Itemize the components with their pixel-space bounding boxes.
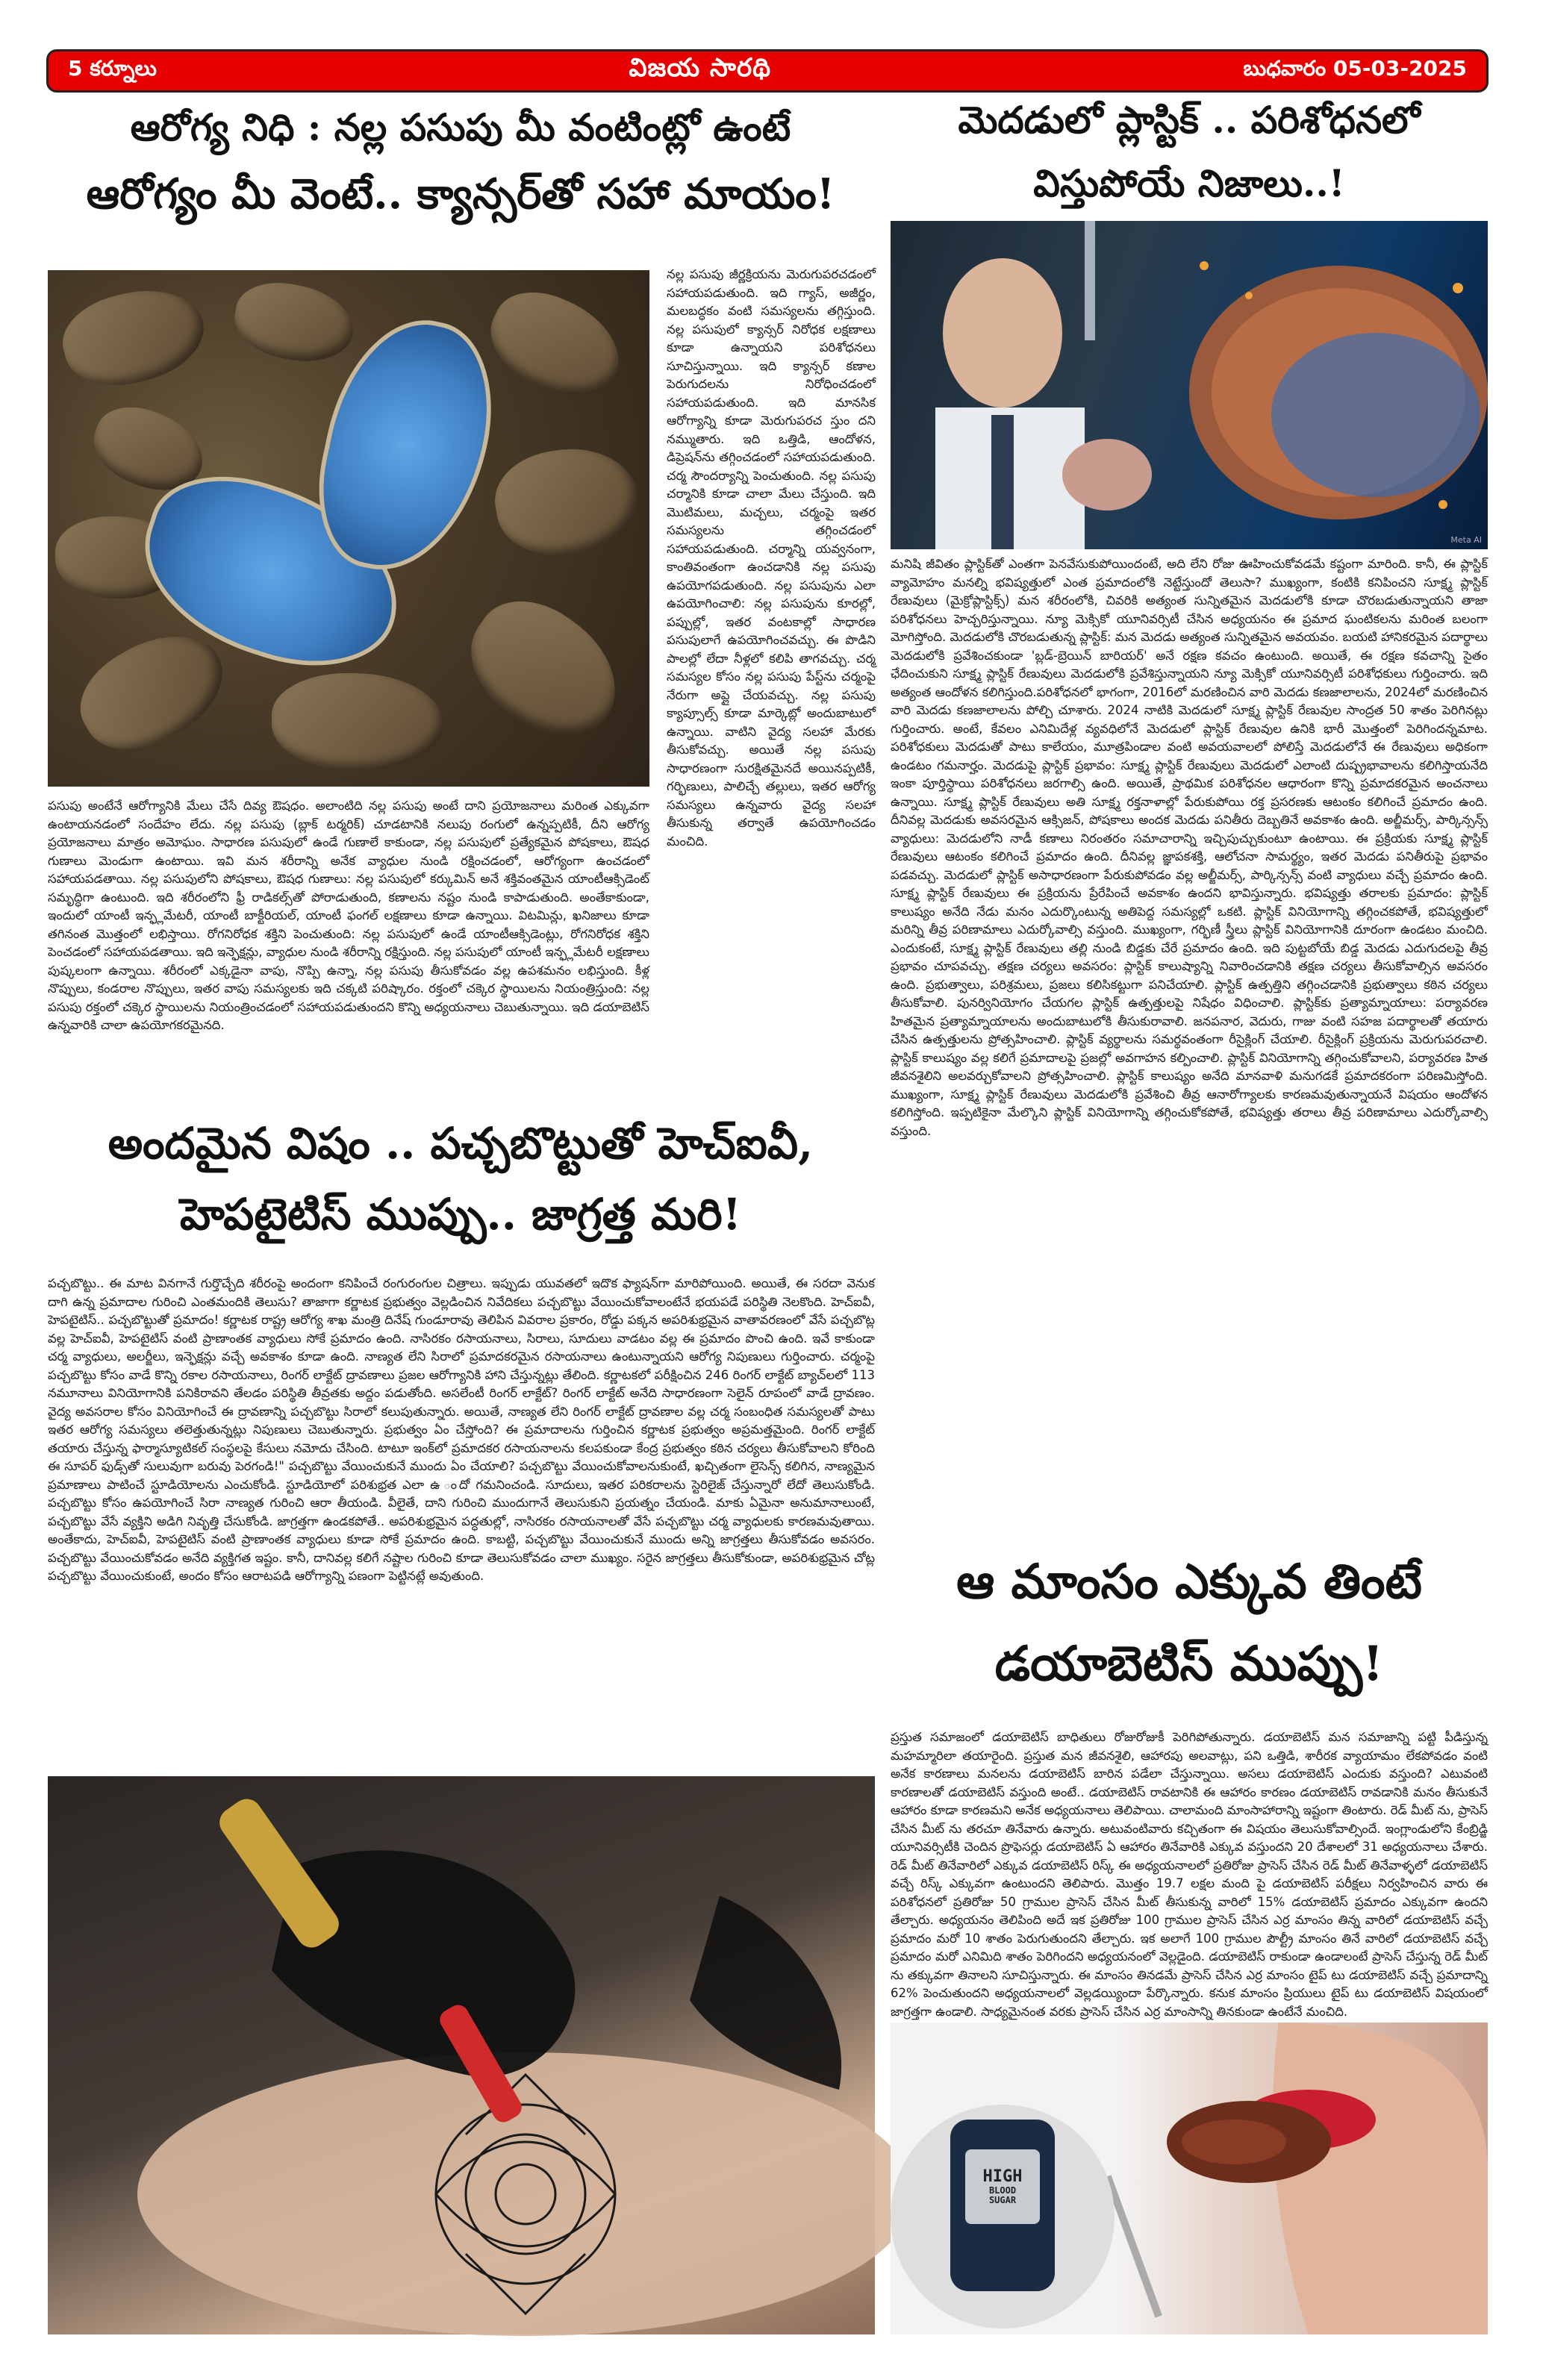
article4-body <box>891 1728 1488 2019</box>
article2-body <box>891 555 1488 1533</box>
meat-glucometer-photo <box>891 2023 1488 2334</box>
article2-headline <box>888 97 1490 207</box>
article4-headline-line2: డయాబెటిస్ ముప్పు! <box>994 1636 1384 1692</box>
article1-headline-line1: ఆరోగ్య నిధి : నల్ల పసుపు మీ వంటింట్లో ఉంటే <box>130 105 791 149</box>
glucometer-line2: BLOOD <box>988 2184 1017 2196</box>
brain-illustration <box>891 221 1488 549</box>
article1-headline-line2: ఆరోగ్యం మీ వెంటే.. క్యాన్సర్‌తో సహా మాయం! <box>86 169 835 219</box>
masthead-bar <box>46 49 1489 93</box>
black-turmeric-photo <box>48 270 649 787</box>
article3-body <box>48 1275 875 1758</box>
article1-side-text: నల్ల పసుపు జీర్ణక్రియను మెరుగుపరచడంలో సహాయపడుతుంది. ఇది గ్యాస్, అజీర్ణం, మలబద్ధకం వంటి సమస్యలను తగ్గిస్తుంది. నల్ల పసుపులో క్యాన్సర్ నిరోధక లక్షణాలు కూడా ఉన్నాయని పరిశోధనలు సూచిస్తున్నాయి. ఇది క్యాన్సర్ కణాల పెరుగుదలను నిరోధించడంలో సహాయపడుతుంది. ఇది మానసిక ఆరోగ్యాన్ని కూడా మెరుగుపరచ స్తుం దని నమ్ముతారు. ఇది ఒత్తిడి, ఆందోళన, డిప్రెషన్‌ను తగ్గించడంలో సహాయపడుతుంది. చర్మ సౌందర్యాన్ని పెంచుతుంది. నల్ల పసుపు చర్మానికి కూడా చాలా మేలు చేస్తుంది. ఇది మొటిమలు, మచ్చలు, చర్మంపై ఇతర సమస్యలను తగ్గించడంలో సహాయపడుతుంది. చర్మాన్ని యవ్వనంగా, కాంతివంతంగా ఉంచడానికి నల్ల పసుపు ఉపయోగపడుతుంది. నల్ల పసుపును ఎలా ఉపయోగించాలి: నల్ల పసుపును కూరల్లో, పప్పుల్లో, ఇతర వంటకాల్లో సాధారణ పసుపులాగే ఉపయోగించవచ్చు. ఈ పొడిని పాలల్లో లేదా నీళ్లలో కలిపి తాగవచ్చు. చర్మ సమస్యల కోసం నల్ల పసుపు పేస్ట్‌ను చర్మంపై నేరుగా అప్లై చేయవచ్చు. నల్ల పసుపు క్యాప్సూల్స్ కూడా మార్కెట్లో అందుబాటులో ఉన్నాయి. వాటిని వైద్య సలహా మేరకు తీసుకోవచ్చు. అయితే నల్ల పసుపు సాధారణంగా సురక్షితమైనదే అయినప్పటికీ, గర్భిణులు, పాలిచ్చే తల్లులు, ఇతర ఆరోగ్య సమస్యలు ఉన్నవారు వైద్య సలహా తీసుకున్న తర్వాతే ఉపయోగించడం మంచిది. <box>667 267 876 849</box>
article3-headline-line1: అందమైన విషం .. పచ్చబొట్టుతో హెచ్ఐవీ, <box>107 1118 814 1169</box>
article1-headline <box>46 104 875 220</box>
issue-date: బుధవారం 05-03-2025 <box>1243 56 1467 81</box>
article3-headline <box>46 1116 875 1241</box>
article1-side-column <box>667 266 876 1109</box>
page-number: 5 కర్నూలు <box>68 56 157 81</box>
article3-paragraph: పచ్చబొట్టు.. ఈ మాట వినగానే గుర్తొచ్చేది శరీరంపై అందంగా కనిపించే రంగురంగుల చిత్రాలు. ఇప్పుడు యువతలో ఇదొక ఫ్యాషన్‌గా మారిపోయింది. అయితే, ఈ సరదా వెనుక దాగి ఉన్న ప్రమాదాల గురించి ఎంతమందికి తెలుసు? తాజాగా కర్ణాటక ప్రభుత్వం వెల్లడించిన నివేదికలు పచ్చబొట్టు వేయించుకోవాలంటేనే భయపడే పరిస్థితి నెలకొంది. హెచ్ఐవీ, హెపటైటిస్.. పచ్చబొట్టుతో ప్రమాదం! కర్ణాటక రాష్ట్ర ఆరోగ్య శాఖ మంత్రి దినేష్ గుండూరావు తెలిపిన వివరాల ప్రకారం, రోడ్డు పక్కన అపరిశుభ్రమైన వాతావరణంలో వేసే పచ్చబొట్ల వల్ల హెచ్ఐవీ, హెపటైటిస్ వంటి ప్రాణాంతక వ్యాధులు సోకే ప్రమాదం ఉంది. నాసిరకం రసాయనాలు, సిరాలు, సూదులు వాడటం వల్ల ఈ ప్రమాదం పొంచి ఉంది. ఇవే కాకుండా చర్మ వ్యాధులు, అలర్జీలు, ఇన్ఫెక్షన్లు వచ్చే అవకాశం కూడా ఉంది. నాణ్యత లేని సిరాలో ప్రమాదకరమైన రసాయనాలు ఉంటున్నాయని ఆరోగ్య నిపుణులు గుర్తించారు. చర్మంపై పచ్చబొట్టు కోసం వాడే కొన్ని రకాల రసాయనాలు, రింగర్ లాక్టేట్ ద్రావణాలు ప్రజల ఆరోగ్యానికి హాని చేస్తున్నట్లు తేలింది. కర్ణాటకలో పరీక్షించిన 246 రింగర్ లాక్టేట్ బ్యాచ్‌లలో 113 నమూనాలు వినియోగానికి పనికిరావని తేలడం పరిస్థితి తీవ్రతకు అద్దం పడుతోంది. అసలేంటీ రింగర్ లాక్టేట్? రింగర్ లాక్టేట్ అనేది సాధారణంగా సెలైన్ రూపంలో వాడే ద్రావణం. వైద్య అవసరాల కోసం వినియోగించే ఈ ద్రావణాన్ని పచ్చబొట్టు సిరాలో కలుపుతున్నారు. అయితే, నాణ్యత లేని రింగర్ లాక్టేట్ ద్రావణాల వల్ల చర్మ సంబంధిత సమస్యలతో పాటు ఇతర ఆరోగ్య సమస్యలు తలెత్తుతున్నట్లు నిపుణులు చెబుతున్నారు. ప్రభుత్వం ఏం చేస్తోంది? ఈ ప్రమాదాలను గుర్తించిన కర్ణాటక ప్రభుత్వం అప్రమత్తమైంది. రింగర్ లాక్టేట్ తయారు చేస్తున్న ఫార్మాస్యూటికల్ సంస్థలపై కేసులు నమోదు చేసింది. టాటూ ఇంక్‌లో ప్రమాదకర రసాయనాలను కలపకుండా కేంద్ర ప్రభుత్వం కఠిన చర్యలు తీసుకోవాలని కోరింది ఈ సూపర్ ఫుడ్స్‌తో సులువుగా బరువు పెరగండి!" పచ్చబొట్టు వేయించుకునే ముందు ఏం చేయాలి? పచ్చబొట్టు వేయించుకోవాలనుకుంటే, ఖచ్చితంగా లైసెన్స్ కలిగిన, నాణ్యమైన ప్రమాణాలు పాటించే స్టూడియోలను ఎంచుకోండి. స్టూడియోలో పరిశుభ్రత ఎలా ఉ ందో గమనించండి. సూదులు, ఇతర పరికరాలను స్టెరిలైజ్ చేస్తున్నారో లేదో తెలుసుకోండి. పచ్చబొట్టు కోసం ఉపయోగించే సిరా నాణ్యత గురించి ఆరా తీయండి. వీలైతే, దాని గురించి ముందుగానే తెలుసుకుని ప్రయత్నం చేయండి. మాకు ఏమైనా అనుమానాలుంటే, పచ్చబొట్టు వేసే వ్యక్తిని అడిగి నివృత్తి చేసుకోండి. జాగ్రత్తగా ఉండకపోతే.. అపరిశుభ్రమైన పద్ధతుల్లో, నాసిరకం రసాయనాలతో వేసే పచ్చబొట్టు చర్మ వ్యాధులకు కారణమవుతాయి. అంతేకాదు, హెచ్ఐవీ, హెపటైటిస్ వంటి ప్రాణాంతక వ్యాధులు కూడా సోకే ప్రమాదం ఉంది. కాబట్టి, పచ్చబొట్టు వేయించుకునే ముందు అన్ని జాగ్రత్తలు తీసుకోవడం అవసరం. పచ్చబొట్టు వేయించుకోవడం అనేది వ్యక్తిగత ఇష్టం. కానీ, దానివల్ల కలిగే నష్టాల గురించి కూడా తెలుసుకోవడం చాలా ముఖ్యం. సరైన జాగ్రత్తలు తీసుకోకుండా, అపరిశుభ్రమైన చోట్ల పచ్చబొట్టు వేయించుకుంటే, అందం కోసం ఆరాటపడి ఆరోగ్యాన్ని పణంగా పెట్టినట్లే అవుతుంది. <box>48 1276 875 1583</box>
article1-bottom-paragraph: పసుపు అంటేనే ఆరోగ్యానికి మేలు చేసే దివ్య ఔషధం. అలాంటిది నల్ల పసుపు అంటే దాని ప్రయోజనాలు మరింత ఎక్కువగా ఉంటాయనడంలో సందేహం లేదు. నల్ల పసుపు (బ్లాక్ టర్మరిక్) చూడటానికి నలుపు రంగులో ఉన్నప్పటికీ, దీని ఆరోగ్య ప్రయోజనాలు మాత్రం అమోఘం. సాధారణ పసుపులో ఉండే గుణాలే కాకుండా, నల్ల పసుపులో ప్రత్యేకమైన పోషకాలు, ఔషధ గుణాలు మెండుగా ఉంటాయి. ఇవి మన శరీరాన్ని అనేక వ్యాధుల నుండి రక్షించడంలో, ఆరోగ్యంగా ఉంచడంలో సహాయపడతాయి. నల్ల పసుపులోని పోషకాలు, ఔషధ గుణాలు: నల్ల పసుపులో కర్కుమిన్ అనే శక్తివంతమైన యాంటీఆక్సిడెంట్ సమృద్ధిగా ఉంటుంది. ఇది శరీరంలోని ఫ్రీ రాడికల్స్‌తో పోరాడుతుంది, కణాలను నష్టం నుండి కాపాడుతుంది. అంతేకాకుండా, ఇందులో యాంటీ ఇన్ఫ్లమేటరీ, యాంటీ బాక్టీరియల్, యాంటీ ఫంగల్ లక్షణాలు కూడా ఉన్నాయి. విటమిన్లు, ఖనిజాలు కూడా తగినంత మొత్తంలో లభిస్తాయి. రోగనిరోధక శక్తిని పెంచుతుంది: నల్ల పసుపులో ఉండే యాంటీఆక్సిడెంట్లు, రోగనిరోధక శక్తిని పెంచడంలో సహాయపడతాయి. ఇది ఇన్ఫెక్షన్లు, వ్యాధుల నుండి శరీరాన్ని రక్షిస్తుంది. నల్ల పసుపులో యాంటీ ఇన్ఫ్లమేటరీ లక్షణాలు పుష్కలంగా ఉన్నాయి. శరీరంలో ఎక్కడైనా వాపు, నొప్పి ఉన్నా, నల్ల పసుపు తీసుకోవడం వల్ల ఉపశమనం లభిస్తుంది. కీళ్ల నొప్పులు, కండరాల నొప్పులు, ఇతర వాపు సమస్యలకు ఇది చక్కటి పరిష్కారం. రక్తంలో చక్కెర స్థాయిలను నియంత్రిస్తుంది: నల్ల పసుపు రక్తంలో చక్కెర స్థాయిలను నియంత్రించడంలో సహాయపడుతుందని కొన్ని అధ్యయనాలు చెబుతున్నాయి. ఇది డయాబెటిస్ ఉన్నవారికి చాలా ఉపయోగకరమైనది. <box>48 799 650 1032</box>
article1-bottom-text <box>48 797 649 1109</box>
article4-paragraph: ప్రస్తుత సమాజంలో డయాబెటిస్ బాధితులు రోజురోజుకీ పెరిగిపోతున్నారు. డయాబెటిస్ మన సమాజాన్ని పట్టి పీడిస్తున్న మహమ్మారిలా తయారైంది. ప్రస్తుత మన జీవనశైలి, ఆహారపు అలవాట్లు, పని ఒత్తిడి, శారీరక వ్యాయామం లేకపోవడం వంటి అనేక కారణాలు మనలను డయాబెటిస్ బారిన పడేలా చేస్తున్నాయి. అసలు డయాబెటిస్ ఎందుకు వస్తుంది? ఎటువంటి కారణాలతో డయాబెటిస్ వస్తుంది అంటే.. డయాబెటిస్ రావటానికి ఈ ఆహారం కారణం డయాబెటిస్ రావడానికి మనం తీసుకునే ఆహారం కూడా కారణమని అనేక అధ్యయనాలు తెలిపాయి. చాలామంది మాంసాహారాన్ని ఇష్టంగా తింటారు. రెడ్ మీట్ ను, ప్రాసెస్ చేసిన మీట్ ను తరచూ తినేవారు ఉన్నారు. అటువంటివారు కచ్చితంగా ఈ విషయం తెలుసుకోవాల్సిందే. ఇంగ్లాండులోని కేంబ్రిడ్జి యూనివర్సిటీకి చెందిన ప్రొఫెసర్లు డయాబెటిస్ ఏ ఆహారం తినేవారికి ఎక్కువ వస్తుందని 20 దేశాలలో 31 అధ్యయనాలు చేశారు. రెడ్ మీట్ తినేవారిలో ఎక్కువ డయాబెటిస్ రిస్క్ ఈ అధ్యయనాలలో ప్రతిరోజు ప్రాసెస్ చేసిన రెడ్ మీట్ తినేవాళ్ళలో డయాబెటిస్ వచ్చే రిస్క్ ఎక్కువగా ఉంటుందని తెలిపారు. మొత్తం 19.7 లక్షల మంది పై డయాబెటిస్ పరీక్షలు నిర్వహించిన వారు ఈ పరిశోధనలో ప్రతిరోజు 50 గ్రాముల ప్రాసెస్ చేసిన మీట్ తీసుకున్న వారిలో 15% డయాబెటిస్ ప్రమాదం ఎక్కువగా ఉందని తేల్చారు. అధ్యయనం తెలిపింది అదే ఇక ప్రతిరోజు 100 గ్రాముల ప్రాసెస్ చేసిన ఎర్ర మాంసం తిన్న వారిలో డయాబెటిస్ వచ్చే ప్రమాదం మరో 10 శాతం పెరుగుతుందని తేల్చారు. ఇక అలాగే 100 గ్రాముల పౌల్ట్రీ మాంసం తినే వారిలో డయాబెటిస్ వచ్చే ప్రమాదం మరో ఎనిమిది శాతం పెరిగిందని అధ్యయనంలో వెల్లడైంది. డయాబెటిస్ రాకుండా ఉండాలంటే ప్రాసెస్ చేస్తున్న రెడ్ మీట్ ను తక్కువగా తినాలని సూచిస్తున్నారు. ఈ మాంసం తినడమే ప్రాసెస్ చేసిన ఎర్ర మాంసం టైప్ టు డయాబెటిస్ వచ్చే ప్రమాదాన్ని 62% పెంచుతుందని అధ్యయనాలలో వెల్లడయ్యిందా పేర్కొన్నారు. కనుక మాంసం ప్రియులు టైప్ టు డయాబెటిస్ విషయంలో జాగ్రత్తగా ఉండాలి. సాధ్యమైనంత వరకు ప్రాసెస్ చేసిన ఎర్ర మాంసాన్ని తినకుండా ఉంటేనే మంచిది. <box>891 1730 1488 2019</box>
glucometer-line3: SUGAR <box>988 2195 1017 2206</box>
glucometer-screen <box>965 2151 1040 2223</box>
tattoo-illustration <box>48 1776 875 2334</box>
gloved-hand <box>272 1850 575 2076</box>
brain-plastic-photo <box>891 221 1488 549</box>
article2-headline-line2: విస్తుపోయే నిజాలు..! <box>1033 160 1345 205</box>
article4-headline-line1: ఆ మాంసం ఎక్కువ తింటే <box>956 1554 1422 1610</box>
article2-headline-line1: మెదడులో ప్లాస్టిక్ .. పరిశోధనలో <box>958 98 1421 142</box>
newspaper-title: విజయ సారథి <box>629 53 772 83</box>
article3-headline-line2: హెపటైటిస్ ముప్పు.. జాగ్రత్త మరి! <box>179 1188 742 1240</box>
article2-paragraph: మనిషి జీవితం ప్లాస్టిక్‌తో ఎంతగా పెనవేసుకుపోయిందంటే, అది లేని రోజు ఊహించుకోవడమే కష్టంగా మారింది. కానీ, ఈ ప్లాస్టిక్ వ్యామోహం మనల్ని భవిష్యత్తులో ఎంత ప్రమాదంలోకి నెట్టేస్తుందో తెలుసా? ముఖ్యంగా, కంటికి కనిపించని సూక్ష్మ ప్లాస్టిక్ రేణువులు (మైక్రోప్లాస్టిక్స్) మన శరీరంలోకి, చివరికి అత్యంత సున్నితమైన మెదడులోకి కూడా చొరబడుతున్నాయని తాజా పరిశోధనలు హెచ్చరిస్తున్నాయి. న్యూ మెక్సికో యూనివర్సిటీ చేసిన అధ్యయనం ఈ ప్రమాద ఘంటికలను మరింత బలంగా మోగిస్తోంది. మెదడులోకి చొరబడుతున్న ప్లాస్టిక్: మన మెదడు అత్యంత సున్నితమైన అవయవం. బయటి హానికరమైన పదార్థాలు మెదడులోకి ప్రవేశించకుండా 'బ్లడ్-బ్రెయిన్ బారియర్' అనే రక్షణ కవచం ఉంటుంది. అయితే, ఈ రక్షణ కవచాన్ని సైతం ఛేదించుకుని సూక్ష్మ ప్లాస్టిక్ రేణువులు మెదడులోకి ప్రవేశిస్తున్నాయని న్యూ మెక్సికో యూనివర్సిటీ పరిశోధకులు గుర్తించారు. ఇది అత్యంత ఆందోళన కలిగిస్తుంది.పరిశోధనలో భాగంగా, 2016లో మరణించిన వారి మెదడు కణజాలాలను, 2024లో మరణించిన వారి మెదడు కణజాలాలను పోల్చి చూశారు. 2024 నాటికి మెదడులో సూక్ష్మ ప్లాస్టిక్ రేణువుల సాంద్రత 50 శాతం పెరిగినట్లు గుర్తించారు. అంటే, కేవలం ఎనిమిదేళ్ల వ్యవధిలోనే మెదడులో ప్లాస్టిక్ రేణువుల ఉనికి భారీ మొత్తంలో పెరిగిందన్నమాట. పరిశోధకులు మెదడుతో పాటు కాలేయం, మూత్రపిండాల వంటి అవయవాలలో పోలిస్తే మెదడులోనే ఈ రేణువులు అధికంగా ఉండటం గమనార్హం. మెదడుపై ప్లాస్టిక్ ప్రభావం: సూక్ష్మ ప్లాస్టిక్ రేణువులు మెదడులో ఎలాంటి దుష్ప్రభావాలను కలిగిస్తాయనేది ఇంకా పూర్తిస్థాయి పరిశోధనలు జరగాల్సి ఉంది. అయితే, ప్రాథమిక పరిశోధనల ఆధారంగా కొన్ని ప్రమాదకరమైన అంచనాలు ఉన్నాయి. సూక్ష్మ ప్లాస్టిక్ రేణువులు అతి సూక్ష్మ రక్తనాళాల్లో పేరుకుపోయి రక్త ప్రసరణకు ఆటంకం కలిగించే ప్రమాదం ఉంది. దీనివల్ల మెదడుకు అవసరమైన ఆక్సిజన్, పోషకాలు అందక మెదడు పనితీరు దెబ్బతినే అవకాశం ఉంది. అల్జీమర్స్, పార్కిన్సన్స్ వ్యాధులు: మెదడులోని నాడీ కణాలు నిరంతరం సమాచారాన్ని ఇచ్చిపుచ్చుకుంటూ ఉంటాయి. ఈ ప్రక్రియకు సూక్ష్మ ప్లాస్టిక్ రేణువులు ఆటంకం కలిగించే ప్రమాదం ఉంది. దీనివల్ల జ్ఞాపకశక్తి, ఆలోచనా సామర్థ్యం, ఇతర మెదడు పనితీరుపై ప్రభావం పడవచ్చు. మెదడులో ప్లాస్టిక్ అసాధారణంగా పేరుకుపోవడం వల్ల అల్జీమర్స్, పార్కిన్సన్స్ వంటి వ్యాధులు వచ్చే ప్రమాదం ఉంది. సూక్ష్మ ప్లాస్టిక్ రేణువులు ఈ ప్రక్రియను ప్రేరేపించే అవకాశం ఉందని భావిస్తున్నారు. భవిష్యత్తు తరాలకు ప్రమాదం: ప్లాస్టిక్ కాలుష్యం అనేది నేడు మనం ఎదుర్కొంటున్న అతిపెద్ద సమస్యల్లో ఒకటి. ప్లాస్టిక్ వినియోగాన్ని తగ్గించకపోతే, భవిష్యత్తులో మరిన్ని తీవ్ర పరిణామాలు ఎదుర్కోవాల్సి వస్తుంది. ముఖ్యంగా, గర్భిణీ స్త్రీలు ప్లాస్టిక్ వినియోగానికి దూరంగా ఉండటం మంచిది. ఎందుకంటే, సూక్ష్మ ప్లాస్టిక్ రేణువులు తల్లి నుండి బిడ్డకు చేరే ప్రమాదం ఉంది. ఇది పుట్టబోయే బిడ్డ మెదడు ఎదుగుదలపై తీవ్ర ప్రభావం చూపవచ్చు. తక్షణ చర్యలు అవసరం: ప్లాస్టిక్ కాలుష్యాన్ని నివారించడానికి తక్షణ చర్యలు తీసుకోవాల్సిన అవసరం ఉంది. ప్రభుత్వాలు, పరిశ్రమలు, ప్రజలు కలిసికట్టుగా పనిచేయాలి. ప్లాస్టిక్ ఉత్పత్తిని తగ్గించడానికి ప్రభుత్వాలు కఠిన చర్యలు తీసుకోవాలి. పునర్వినియోగం చేయగల ప్లాస్టిక్ ఉత్పత్తులపై నిషేధం విధించాలి. ప్లాస్టిక్‌కు ప్రత్యామ్నాయాలు: పర్యావరణ హితమైన ప్రత్యామ్నాయాలను అందుబాటులోకి తీసుకురావాలి. జనపనార, వెదురు, గాజు వంటి సహజ పదార్థాలతో తయారు చేసిన ఉత్పత్తులను ప్రోత్సహించాలి. ప్లాస్టిక్ వ్యర్థాలను సమర్థవంతంగా రీసైక్లింగ్ చేయాలి. రీసైక్లింగ్ ప్రక్రియను మెరుగుపరచాలి. ప్లాస్టిక్ కాలుష్యం వల్ల కలిగే ప్రమాదాలపై ప్రజల్లో అవగాహన కల్పించాలి. ప్లాస్టిక్ వినియోగాన్ని తగ్గించుకోవాలని, పర్యావరణ హిత జీవనశైలిని అలవర్చుకోవాలని ప్రోత్సహించాలి. ప్లాస్టిక్ కాలుష్యం అనేది మానవాళి మనుగడకే ప్రమాదకరంగా పరిణమిస్తోంది. ముఖ్యంగా, సూక్ష్మ ప్లాస్టిక్ రేణువులు మెదడులోకి ప్రవేశించి తీవ్ర ఆనారోగ్యాలకు కారణమవుతున్నాయనే విషయం ఆందోళన కలిగిస్తోంది. ఇప్పటికైనా మేల్కొని ప్లాస్టిక్ వినియోగాన్ని తగ్గించుకోకపోతే, భవిష్యత్తు తరాలు తీవ్ర పరిణామాలు ఎదుర్కోవాల్సి వస్తుంది. <box>891 557 1488 1138</box>
glucometer-line1: HIGH <box>982 2167 1023 2186</box>
tattoo-photo <box>48 1776 875 2334</box>
image-credit: Meta AI <box>1450 535 1482 545</box>
article4-headline <box>888 1552 1490 1694</box>
